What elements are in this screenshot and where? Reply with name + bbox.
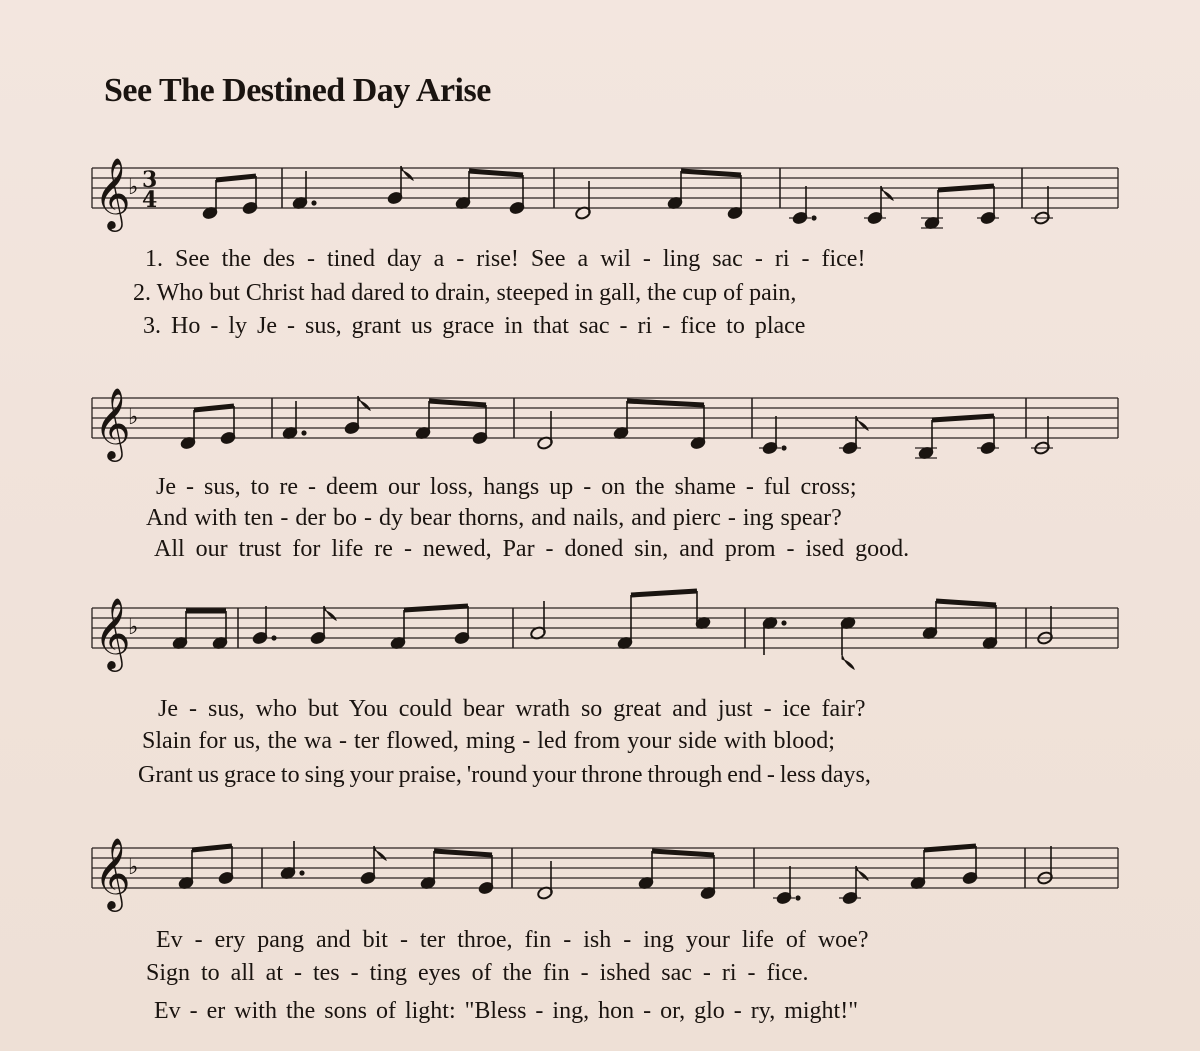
flat-key-signature-icon: ♭ [128,855,139,880]
staff-system-4 [0,830,1200,930]
lyric-s2-v2: And with ten - der bo - dy bear thorns, and nails, and pierc - ing spear? [146,505,842,531]
time-signature-bottom: 4 [142,187,158,213]
note-beam [652,851,714,855]
note-beam [924,846,976,850]
note-beam [192,846,232,850]
staff-system-1 [0,150,1200,250]
dot [299,870,304,875]
lyric-s1-v1: 1. See the des - tined day a - rise! See a wil - ling sac - ri - fice! [145,246,866,272]
lyric-s2-v1: Je - sus, to re - deem our loss, hangs up - on the shame - ful cross; [156,474,857,500]
dot [781,620,786,625]
staff-system-3 [0,590,1200,690]
treble-clef-icon: 𝄞 [94,156,131,229]
hymn-title: See The Destined Day Arise [104,72,491,109]
eighth-flag [842,655,854,669]
dot [795,895,800,900]
flat-key-signature-icon: ♭ [128,175,139,200]
flat-key-signature-icon: ♭ [128,615,139,640]
treble-clef-icon: 𝄞 [94,596,131,669]
dot [271,635,276,640]
note-beam [938,186,994,190]
dot [781,445,786,450]
treble-clef-icon: 𝄞 [94,386,131,459]
lyric-s3-v2: Slain for us, the wa - ter flowed, ming - led from your side with blood; [142,728,835,754]
note-beam [194,406,234,410]
note-beam [429,401,486,405]
note-beam [404,606,468,610]
note-beam [469,171,523,175]
lyric-s4-v2: Sign to all at - tes - ting eyes of the fin - ished sac - ri - fice. [146,960,809,986]
note-beam [216,176,256,180]
note-beam [681,171,741,175]
staff-system-2 [0,380,1200,480]
note-beam [631,591,697,595]
lyric-s3-v1: Je - sus, who but You could bear wrath so great and just - ice fair? [158,696,866,722]
dot [301,430,306,435]
note-beam [627,401,704,405]
note-beam [932,416,994,420]
time-signature-top: 3 [142,167,158,193]
treble-clef-icon: 𝄞 [94,836,131,909]
note-beam [434,851,492,855]
lyric-s4-v3: Ev - er with the sons of light: "Bless - ing, hon - or, glo - ry, might!" [154,998,859,1024]
dot [311,200,316,205]
lyric-s1-v3: 3. Ho - ly Je - sus, grant us grace in that sac - ri - fice to place [143,313,806,339]
lyric-s2-v3: All our trust for life re - newed, Par - doned sin, and prom - ised good. [154,536,910,562]
lyric-s3-v3: Grant us grace to sing your praise, 'round your throne through end - less days, [138,762,871,788]
note-beam [936,601,996,605]
lyric-s4-v1: Ev - ery pang and bit - ter throe, fin - ish - ing your life of woe? [156,927,869,953]
lyric-s1-v2: 2. Who but Christ had dared to drain, steeped in gall, the cup of pain, [133,280,797,306]
flat-key-signature-icon: ♭ [128,405,139,430]
dot [811,215,816,220]
